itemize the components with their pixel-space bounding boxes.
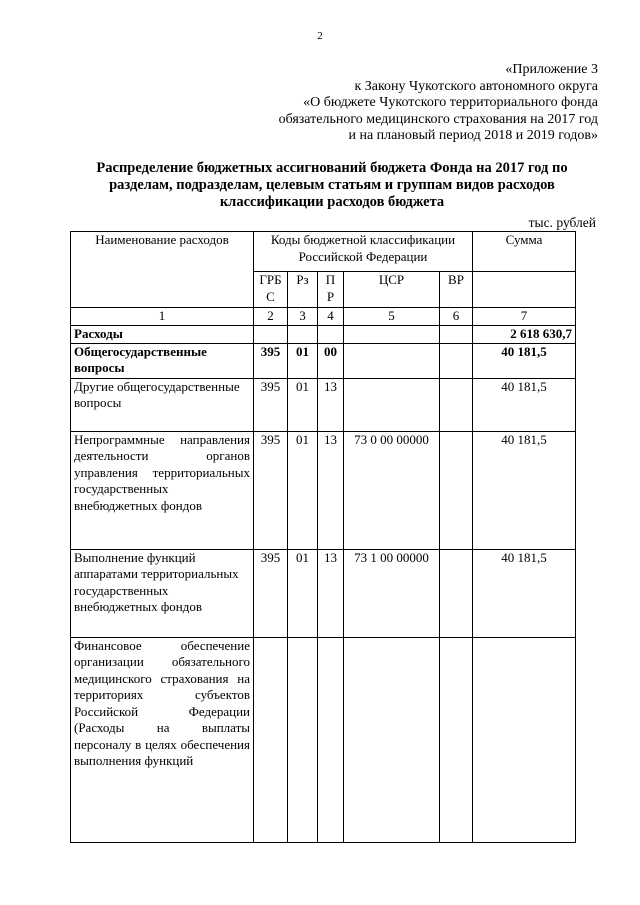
row-sum: 2 618 630,7 [473,326,576,344]
row-sum: 40 181,5 [473,431,576,549]
row-pr: 13 [318,549,344,637]
row-vr [440,549,473,637]
header-sum: Сумма [473,232,576,272]
appendix-line: к Закону Чукотского автономного округа [354,78,598,94]
row-rz: 01 [288,378,318,431]
row-pr: 13 [318,431,344,549]
row-name: Непрограммные направления деятельности органов управления территориальных государственных внебюджетных фондов [71,431,254,549]
header-grbs: ГРБ С [254,272,288,308]
table-row [71,343,576,378]
header-csr: ЦСР [344,272,440,308]
row-csr [344,343,440,378]
row-grbs: 395 [254,431,288,549]
table-row [71,637,576,842]
appendix-line: обязательного медицинского страхования на 2017 год [278,111,598,127]
page-number: 2 [317,30,323,42]
table-row [71,549,576,637]
row-name: Выполнение функций аппаратами территориальных государственных внебюджетных фондов [71,549,254,637]
row-name: Финансовое обеспечение организации обязательного медицинского страхования на территориях субъектов Российской Федерации (Расходы на выплаты персоналу в целях обеспечения выполнения функций [71,637,254,842]
header-codes: Коды бюджетной классификации Российской Федерации [254,232,473,272]
row-vr [440,637,473,842]
row-rz: 01 [288,343,318,378]
header-rz: Рз [288,272,318,308]
row-pr [318,326,344,344]
col-number: 3 [288,308,318,326]
row-rz: 01 [288,549,318,637]
col-number: 2 [254,308,288,326]
row-grbs: 395 [254,343,288,378]
appendix-reference [279,62,598,145]
row-pr: 13 [318,378,344,431]
row-grbs [254,326,288,344]
title-line: классификации расходов бюджета [219,194,445,210]
row-name: Расходы [71,326,254,344]
row-rz [288,637,318,842]
row-vr [440,343,473,378]
row-csr [344,637,440,842]
document-title [62,160,602,211]
table-header-row [71,232,576,272]
table-row [71,378,576,431]
row-csr [344,326,440,344]
column-numbers-row [71,308,576,326]
row-grbs: 395 [254,549,288,637]
row-sum: 40 181,5 [473,343,576,378]
budget-table [70,231,576,843]
appendix-line: «О бюджете Чукотского территориального фонда [303,95,598,110]
row-sum: 40 181,5 [473,378,576,431]
units-label: тыс. рублей [528,215,596,230]
row-sum [473,637,576,842]
header-pr: П Р [318,272,344,308]
row-name: Общегосударственные вопросы [71,343,254,378]
title-line: Распределение бюджетных ассигнований бюджета Фонда на 2017 год по [96,160,568,176]
header-name: Наименование расходов [71,232,254,308]
header-sum-blank [473,272,576,308]
col-number: 1 [71,308,254,326]
row-sum: 40 181,5 [473,549,576,637]
col-number: 6 [440,308,473,326]
row-pr [318,637,344,842]
title-line: разделам, подразделам, целевым статьям и группам видов расходов [109,177,555,193]
row-grbs [254,637,288,842]
col-number: 7 [473,308,576,326]
row-vr [440,431,473,549]
row-rz [288,326,318,344]
row-pr: 00 [318,343,344,378]
row-csr [344,378,440,431]
table-row [71,326,576,344]
row-vr [440,326,473,344]
header-vr: ВР [440,272,473,308]
appendix-line: «Приложение 3 [505,62,598,77]
row-vr [440,378,473,431]
col-number: 4 [318,308,344,326]
col-number: 5 [344,308,440,326]
appendix-line: и на плановый период 2018 и 2019 годов» [348,128,598,143]
row-csr: 73 0 00 00000 [344,431,440,549]
row-csr: 73 1 00 00000 [344,549,440,637]
row-grbs: 395 [254,378,288,431]
table-row [71,431,576,549]
row-rz: 01 [288,431,318,549]
row-name: Другие общегосударственные вопросы [71,378,254,431]
